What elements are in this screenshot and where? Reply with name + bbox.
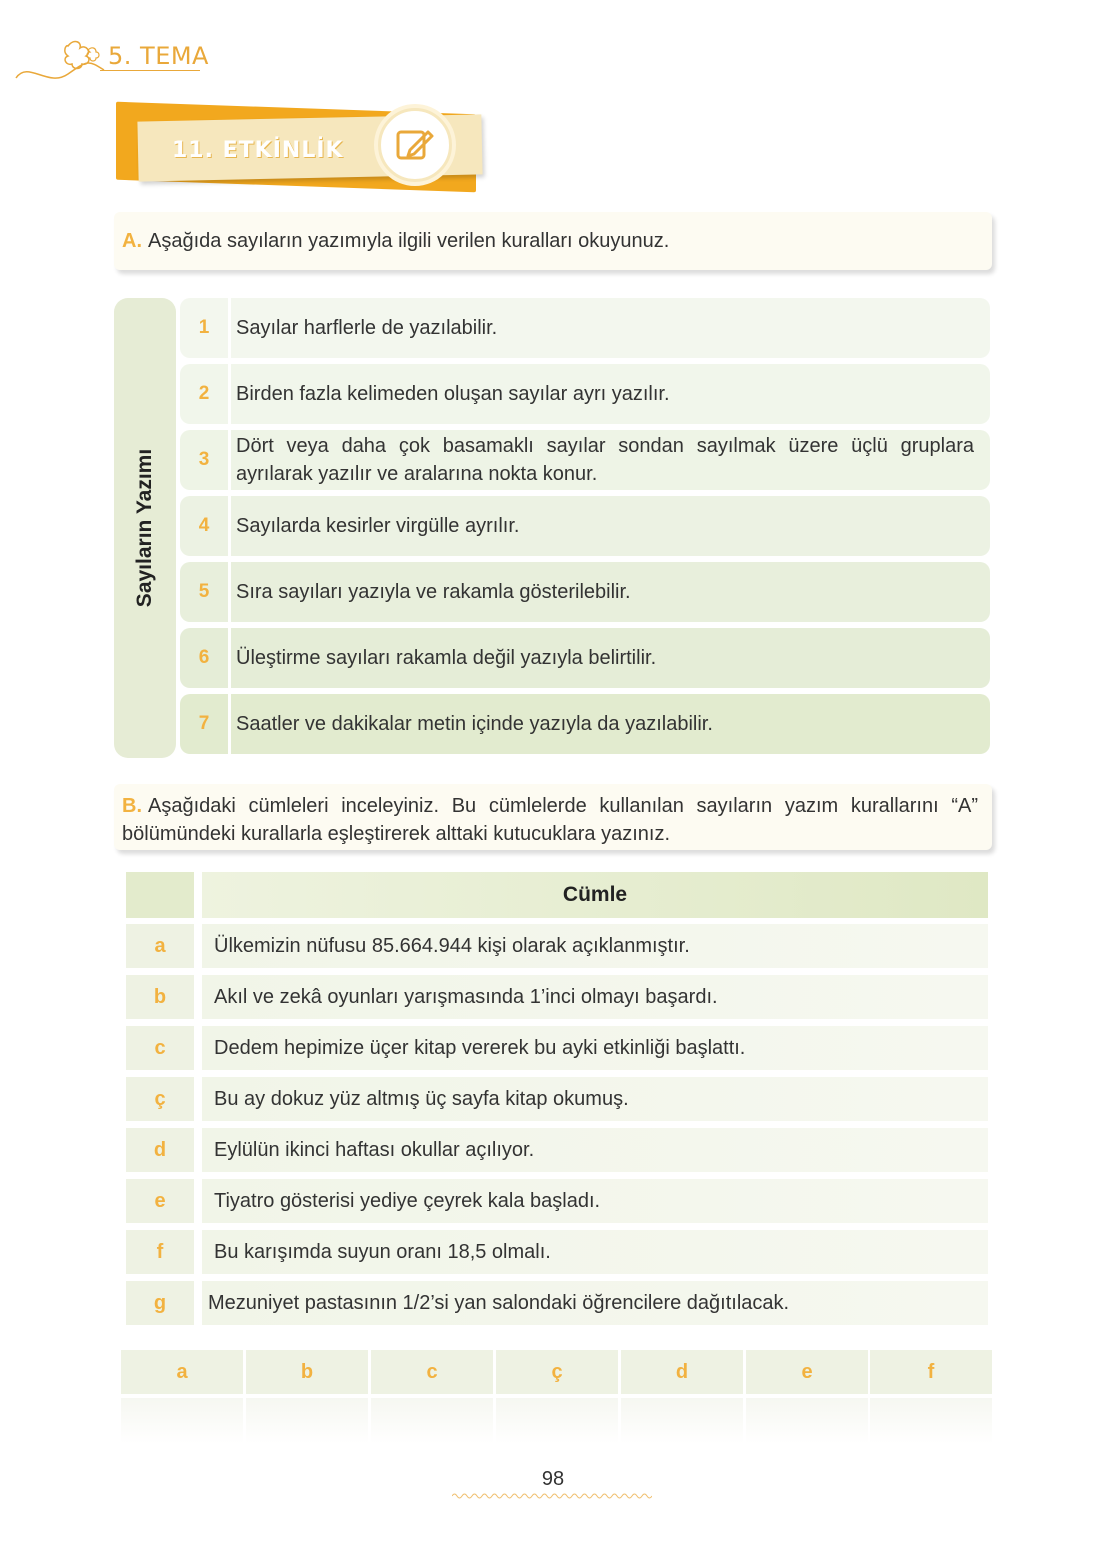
rule-text: Sıra sayıları yazıyla ve rakamla gösterilebilir. xyxy=(236,581,631,603)
rule-text: Dört veya daha çok basamaklı sayılar sondan sayılmak üzere üçlü gruplara ayrılarak yazılır ve aralarına nokta konur. xyxy=(236,435,974,485)
answer-box[interactable] xyxy=(621,1398,743,1444)
table-row-letter: a xyxy=(126,924,194,968)
rule-row xyxy=(180,364,990,424)
rule-row xyxy=(180,562,990,622)
section-a-letter: A. xyxy=(122,230,142,252)
table-row-letter: ç xyxy=(126,1077,194,1121)
section-b-instruction: Aşağıdaki cümleleri inceleyiniz. Bu cümlelerde kullanılan sayıların yazım kurallarını “A” bölümündeki kurallarla eşleştirerek alttaki kutucuklara yazınız. xyxy=(122,795,978,845)
answer-header: a xyxy=(121,1350,243,1394)
answer-box[interactable] xyxy=(246,1398,368,1444)
tema-underline xyxy=(100,70,200,71)
table-row-sentence: Dedem hepimize üçer kitap vererek bu ayki etkinliği başlattı. xyxy=(202,1026,988,1070)
table-row-letter: e xyxy=(126,1179,194,1223)
rule-number: 7 xyxy=(180,694,231,754)
answer-header: ç xyxy=(496,1350,618,1394)
rule-number: 3 xyxy=(180,430,231,490)
page-number: 98 xyxy=(541,1468,565,1490)
rule-number: 5 xyxy=(180,562,231,622)
rule-text: Birden fazla kelimeden oluşan sayılar ayrı yazılır. xyxy=(236,383,670,405)
table-row-letter: c xyxy=(126,1026,194,1070)
table-row-sentence: Bu ay dokuz yüz altmış üç sayfa kitap okumuş. xyxy=(202,1077,988,1121)
table-row-sentence: Eylülün ikinci haftası okullar açılıyor. xyxy=(202,1128,988,1172)
table-row-sentence: Akıl ve zekâ oyunları yarışmasında 1’inci olmayı başardı. xyxy=(202,975,988,1019)
table-header-blank xyxy=(126,872,194,918)
rule-text: Saatler ve dakikalar metin içinde yazıyla da yazılabilir. xyxy=(236,713,713,735)
rule-number: 1 xyxy=(180,298,231,358)
table-row-letter: g xyxy=(126,1281,194,1325)
section-a-instruction: Aşağıda sayıların yazımıyla ilgili verilen kuralları okuyunuz. xyxy=(148,230,670,252)
table-row-letter: b xyxy=(126,975,194,1019)
answer-box[interactable] xyxy=(121,1398,243,1444)
rule-number: 2 xyxy=(180,364,231,424)
answer-header: e xyxy=(746,1350,868,1394)
answer-box[interactable] xyxy=(371,1398,493,1444)
answer-box[interactable] xyxy=(746,1398,868,1444)
page-wave-decoration-icon xyxy=(452,1492,652,1500)
rule-row xyxy=(180,430,990,490)
rule-row xyxy=(180,298,990,358)
rule-row xyxy=(180,628,990,688)
section-b-instruction-box xyxy=(114,784,992,850)
answer-header: d xyxy=(621,1350,743,1394)
table-row-sentence: Mezuniyet pastasının 1/2’si yan salondaki öğrencilere dağıtılacak. xyxy=(202,1281,988,1325)
rules-side-label: Sayıların Yazımı xyxy=(133,448,156,608)
rule-text: Üleştirme sayıları rakamla değil yazıyla belirtilir. xyxy=(236,647,657,669)
activity-title: 11. ETKİNLİK xyxy=(172,138,344,163)
pencil-note-icon xyxy=(378,108,452,182)
rule-number: 6 xyxy=(180,628,231,688)
tema-title: 5. TEMA xyxy=(108,42,209,70)
table-header-sentence: Cümle xyxy=(202,872,988,918)
table-row-letter: d xyxy=(126,1128,194,1172)
table-row-sentence: Tiyatro gösterisi yediye çeyrek kala başladı. xyxy=(202,1179,988,1223)
table-row-sentence: Ülkemizin nüfusu 85.664.944 kişi olarak açıklanmıştır. xyxy=(202,924,988,968)
rule-text: Sayılar harflerle de yazılabilir. xyxy=(236,317,498,339)
rule-number: 4 xyxy=(180,496,231,556)
section-b-letter: B. xyxy=(122,795,142,817)
answer-header: f xyxy=(870,1350,992,1394)
answer-header: c xyxy=(371,1350,493,1394)
answer-box[interactable] xyxy=(496,1398,618,1444)
rule-row xyxy=(180,496,990,556)
rule-text: Sayılarda kesirler virgülle ayrılır. xyxy=(236,515,520,537)
table-row-letter: f xyxy=(126,1230,194,1274)
answer-header: b xyxy=(246,1350,368,1394)
section-a-instruction-box xyxy=(114,212,992,270)
rule-row xyxy=(180,694,990,754)
table-row-sentence: Bu karışımda suyun oranı 18,5 olmalı. xyxy=(202,1230,988,1274)
answer-box[interactable] xyxy=(870,1398,992,1444)
